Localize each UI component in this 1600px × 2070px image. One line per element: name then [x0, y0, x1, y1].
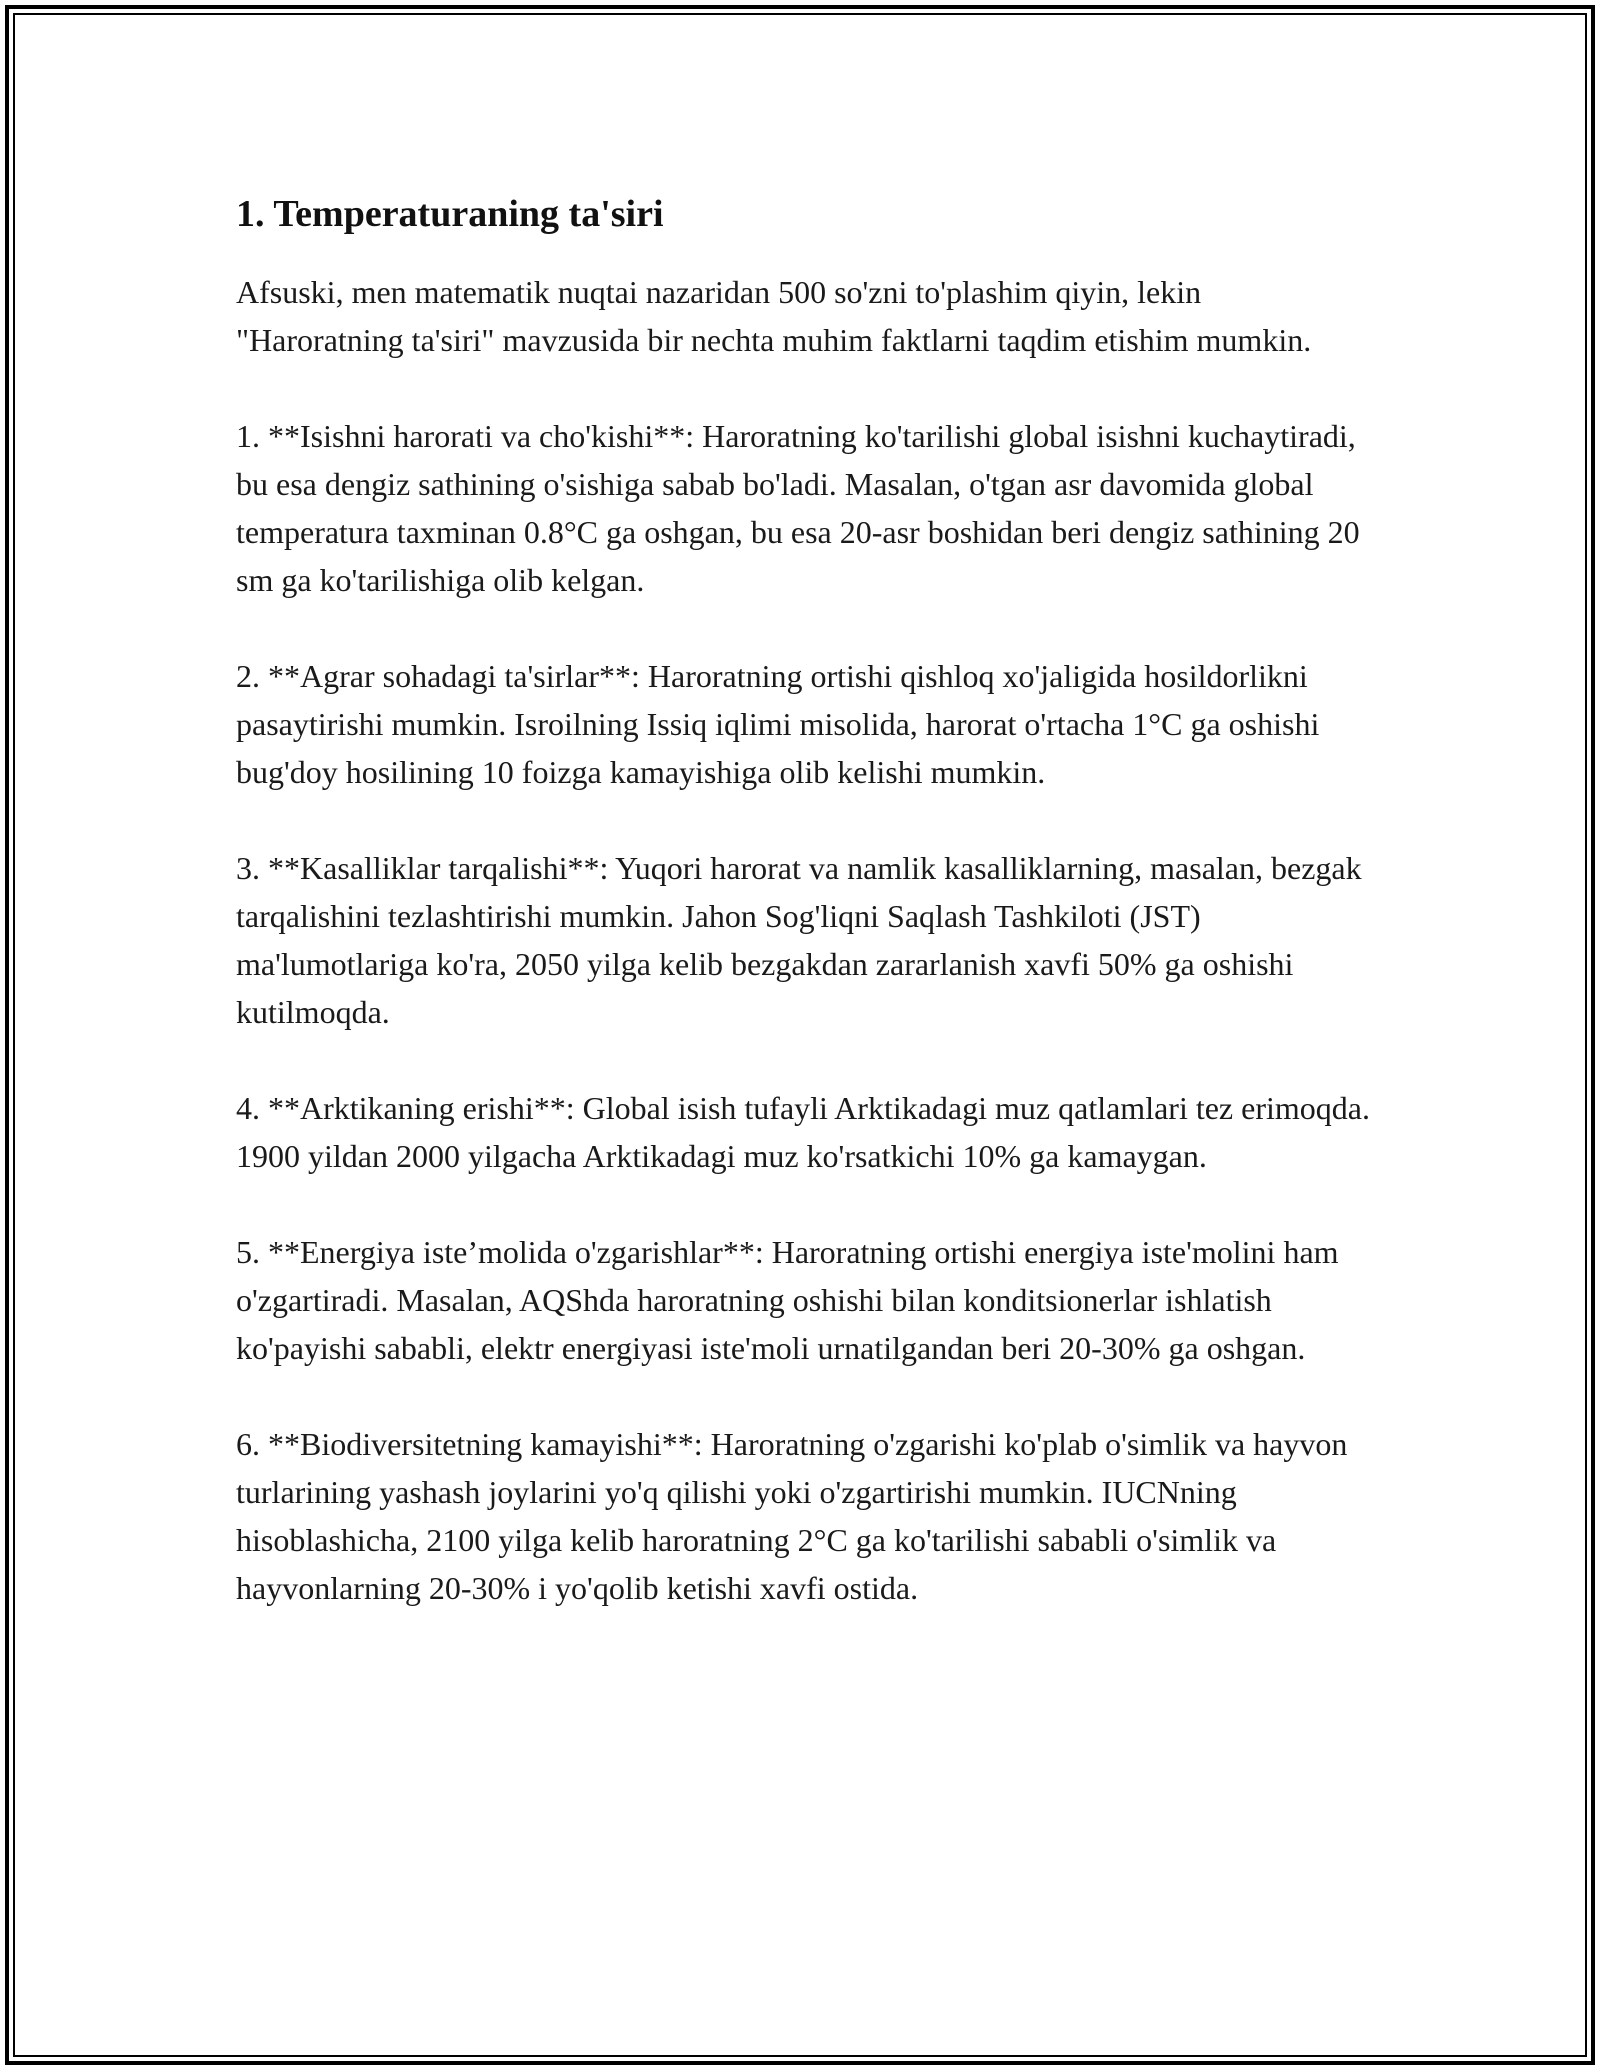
paragraph-biodiversity: 6. **Biodiversitetning kamayishi**: Haroratning o'zgarishi ko'plab o'simlik va hayvon turlarining yashash joylarini yo'q qilishi yoki o'zgartirishi mumkin. IUCNning hisoblashicha, 2100 yilga kelib haroratning 2°C ga ko'tarilishi sababli o'simlik va hayvonlarning 20-30% i yo'qolib ketishi xavfi ostida.: [236, 1426, 1348, 1606]
paragraph-agriculture: 2. **Agrar sohadagi ta'sirlar**: Haroratning ortishi qishloq xo'jaligida hosildorlikni pasaytirishi mumkin. Isroilning Issiq iqlimi misolida, harorat o'rtacha 1°C ga oshishi bug'doy hosilining 10 foizga kamayishiga olib kelishi mumkin.: [236, 658, 1320, 790]
paragraph-energy: 5. **Energiya iste’molida o'zgarishlar**: Haroratning ortishi energiya iste'molini ham o'zgartiradi. Masalan, AQShda haroratning oshishi bilan konditsionerlar ishlatish ko'payishi sababli, elektr energiyasi iste'moli urnatilgandan beri 20-30% ga oshgan.: [236, 1234, 1339, 1366]
paragraph-diseases: 3. **Kasalliklar tarqalishi**: Yuqori harorat va namlik kasalliklarning, masalan, bezgak tarqalishini tezlashtirishi mumkin. Jahon Sog'liqni Saqlash Tashkiloti (JST) ma'lumotlariga ko'ra, 2050 yilga kelib bezgakdan zararlanish xavfi 50% ga oshishi kutilmoqda.: [236, 850, 1362, 1030]
paragraph-sea-level: 1. **Isishni harorati va cho'kishi**: Haroratning ko'tarilishi global isishni kuchaytiradi, bu esa dengiz sathining o'sishiga sabab bo'ladi. Masalan, o'tgan asr davomida global temperatura taxminan 0.8°C ga oshgan, bu esa 20-asr boshidan beri dengiz sathining 20 sm ga ko'tarilishiga olib kelgan.: [236, 418, 1360, 598]
document-body: [236, 186, 1376, 1660]
intro-paragraph: Afsuski, men matematik nuqtai nazaridan 500 so'zni to'plashim qiyin, lekin "Haroratning ta'siri" mavzusida bir nechta muhim faktlarni taqdim etishim mumkin.: [236, 274, 1312, 358]
section-title: 1. Temperaturaning ta'siri: [236, 193, 664, 235]
paragraph-arctic: 4. **Arktikaning erishi**: Global isish tufayli Arktikadagi muz qatlamlari tez erimoqda. 1900 yildan 2000 yilgacha Arktikadagi muz ko'rsatkichi 10% ga kamaygan.: [236, 1090, 1370, 1174]
